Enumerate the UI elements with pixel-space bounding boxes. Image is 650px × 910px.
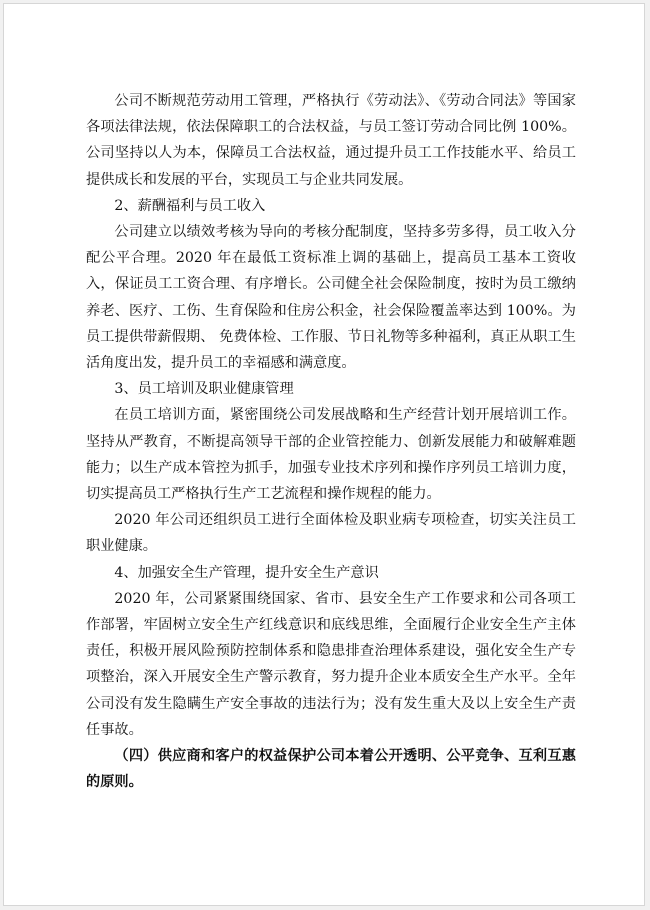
section-heading-compensation: 2、薪酬福利与员工收入 (114, 197, 266, 214)
paragraph-compensation: 公司建立以绩效考核为导向的考核分配制度，坚持多劳多得，员工收入分配公平合理。2020 年在最低工资标准上调的基础上，提高员工基本工资收入，保证员工工资合理、有序增长。公司健全社会保险制度，按时为员工缴纳养老、医疗、工伤、生育保险和住房公积金，社会保险覆盖率达到 100%。为员工提供带薪假期、 免费体检、工作服、节日礼物等多种福利，真正从职工生活角度出发，提升员工的幸福感和满意度。 (86, 224, 576, 372)
paragraph-health-check: 2020 年公司还组织员工进行全面体检及职业病专项检查，切实关注员工职业健康。 (86, 512, 576, 555)
document-body (86, 88, 576, 795)
section-heading-safety: 4、加强安全生产管理，提升安全生产意识 (114, 564, 379, 581)
section-heading-supplier-customer: （四）供应商和客户的权益保护公司本着公开透明、公平竞争、互利互惠的原则。 (86, 748, 576, 791)
section-heading-training: 3、员工培训及职业健康管理 (114, 381, 294, 398)
paragraph-safety: 2020 年，公司紧紧围绕国家、省市、县安全生产工作要求和公司各项工作部署，牢固树立安全生产红线意识和底线思维，全面履行企业安全生产主体责任，积极开展风险预防控制体系和隐患排查治理体系建设，强化安全生产专项整治，深入开展安全生产警示教育，努力提升企业本质安全生产水平。全年公司没有发生隐瞒生产安全事故的违法行为；没有发生重大及以上安全生产责任事故。 (86, 590, 576, 738)
paragraph-training: 在员工培训方面，紧密围绕公司发展战略和生产经营计划开展培训工作。坚持从严教育，不断提高领导干部的企业管控能力、创新发展能力和破解难题能力；以生产成本管控为抓手，加强专业技术序列和操作序列员工培训力度，切实提高员工严格执行生产工艺流程和操作规程的能力。 (86, 407, 576, 503)
document-page (3, 3, 645, 906)
paragraph-labor-management: 公司不断规范劳动用工管理，严格执行《劳动法》、《劳动合同法》等国家各项法律法规，依法保障职工的合法权益，与员工签订劳动合同比例 100%。公司坚持以人为本，保障员工合法权益，通过提升员工工作技能水平、给员工提供成长和发展的平台，实现员工与企业共同发展。 (86, 93, 576, 188)
